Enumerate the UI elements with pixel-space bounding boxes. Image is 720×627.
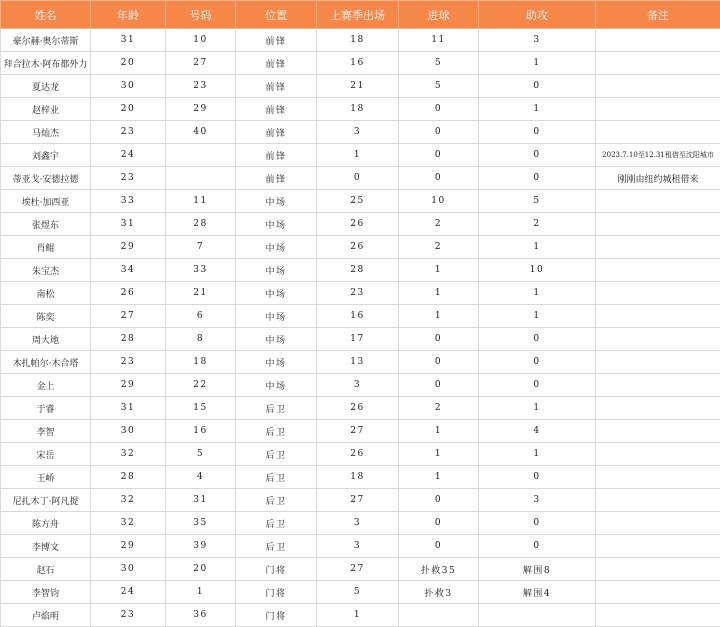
cell-position: 中场 <box>236 328 317 351</box>
cell-appearances: 21 <box>317 75 399 98</box>
cell-age: 29 <box>91 535 166 558</box>
header-goals: 进球 <box>399 1 479 29</box>
table-row <box>1 213 720 236</box>
cell-number: 31 <box>166 489 236 512</box>
cell-age: 32 <box>91 512 166 535</box>
table-row <box>1 190 720 213</box>
cell-age: 33 <box>91 190 166 213</box>
cell-notes <box>596 213 720 236</box>
cell-position: 门将 <box>236 581 317 604</box>
cell-goals: 0 <box>399 535 479 558</box>
cell-notes <box>596 581 720 604</box>
cell-name: 夏达龙 <box>1 75 91 98</box>
cell-goals: 11 <box>399 29 479 52</box>
cell-appearances: 18 <box>317 466 399 489</box>
cell-name: 卢焰明 <box>1 604 91 627</box>
cell-name: 金上 <box>1 374 91 397</box>
table-body <box>1 29 720 627</box>
cell-name: 木扎帕尔·木合塔 <box>1 351 91 374</box>
cell-name: 陈奕 <box>1 305 91 328</box>
cell-number: 11 <box>166 190 236 213</box>
cell-position: 后卫 <box>236 535 317 558</box>
table-row <box>1 558 720 581</box>
cell-position: 中场 <box>236 374 317 397</box>
cell-goals: 1 <box>399 466 479 489</box>
cell-age: 31 <box>91 29 166 52</box>
cell-notes <box>596 466 720 489</box>
cell-number: 21 <box>166 282 236 305</box>
table-row <box>1 259 720 282</box>
cell-name: 陈方舟 <box>1 512 91 535</box>
header-number: 号码 <box>166 1 236 29</box>
cell-appearances: 3 <box>317 535 399 558</box>
cell-appearances: 27 <box>317 489 399 512</box>
cell-name: 刘鑫宇 <box>1 144 91 167</box>
cell-notes <box>596 75 720 98</box>
table-row <box>1 512 720 535</box>
table-row <box>1 535 720 558</box>
table-row <box>1 351 720 374</box>
cell-notes <box>596 282 720 305</box>
cell-age: 29 <box>91 374 166 397</box>
cell-goals: 1 <box>399 282 479 305</box>
cell-goals: 10 <box>399 190 479 213</box>
cell-goals: 5 <box>399 75 479 98</box>
header-row <box>1 1 720 29</box>
table-row <box>1 466 720 489</box>
cell-assists: 0 <box>479 535 596 558</box>
cell-age: 23 <box>91 351 166 374</box>
cell-number <box>166 144 236 167</box>
cell-position: 门将 <box>236 604 317 627</box>
cell-goals: 扑救3 <box>399 581 479 604</box>
cell-assists: 10 <box>479 259 596 282</box>
cell-goals: 1 <box>399 305 479 328</box>
cell-number: 36 <box>166 604 236 627</box>
cell-name: 朱宝杰 <box>1 259 91 282</box>
cell-notes <box>596 52 720 75</box>
cell-age: 34 <box>91 259 166 282</box>
cell-name: 李博文 <box>1 535 91 558</box>
cell-number: 29 <box>166 98 236 121</box>
cell-name: 肖鲲 <box>1 236 91 259</box>
cell-number: 22 <box>166 374 236 397</box>
cell-appearances: 28 <box>317 259 399 282</box>
cell-number: 6 <box>166 305 236 328</box>
cell-number: 16 <box>166 420 236 443</box>
cell-goals: 0 <box>399 98 479 121</box>
table-row <box>1 374 720 397</box>
cell-appearances: 3 <box>317 512 399 535</box>
table-row <box>1 420 720 443</box>
table-row <box>1 489 720 512</box>
cell-assists: 0 <box>479 466 596 489</box>
cell-assists: 0 <box>479 374 596 397</box>
cell-name: 周大地 <box>1 328 91 351</box>
cell-notes <box>596 29 720 52</box>
cell-goals: 0 <box>399 167 479 190</box>
cell-age: 20 <box>91 52 166 75</box>
header-age: 年龄 <box>91 1 166 29</box>
cell-position: 前锋 <box>236 121 317 144</box>
table-row <box>1 397 720 420</box>
cell-number: 10 <box>166 29 236 52</box>
table-row <box>1 98 720 121</box>
header-position: 位置 <box>236 1 317 29</box>
cell-goals: 0 <box>399 512 479 535</box>
cell-number: 1 <box>166 581 236 604</box>
cell-name: 于睿 <box>1 397 91 420</box>
cell-notes <box>596 443 720 466</box>
cell-goals: 0 <box>399 328 479 351</box>
cell-assists: 4 <box>479 420 596 443</box>
cell-name: 埃杜·加西亚 <box>1 190 91 213</box>
cell-appearances: 26 <box>317 236 399 259</box>
cell-position: 后卫 <box>236 443 317 466</box>
cell-notes <box>596 190 720 213</box>
cell-goals <box>399 604 479 627</box>
cell-goals: 2 <box>399 213 479 236</box>
cell-age: 20 <box>91 98 166 121</box>
cell-appearances: 1 <box>317 144 399 167</box>
cell-appearances: 26 <box>317 397 399 420</box>
cell-notes <box>596 351 720 374</box>
cell-position: 前锋 <box>236 52 317 75</box>
cell-position: 中场 <box>236 190 317 213</box>
table-row <box>1 282 720 305</box>
cell-notes <box>596 98 720 121</box>
cell-assists: 0 <box>479 351 596 374</box>
cell-notes <box>596 489 720 512</box>
cell-appearances: 16 <box>317 305 399 328</box>
cell-assists: 解围4 <box>479 581 596 604</box>
cell-assists: 5 <box>479 190 596 213</box>
cell-assists: 1 <box>479 282 596 305</box>
cell-number: 15 <box>166 397 236 420</box>
cell-number: 20 <box>166 558 236 581</box>
cell-notes <box>596 397 720 420</box>
cell-age: 32 <box>91 443 166 466</box>
cell-name: 拜合拉木·阿布都外力 <box>1 52 91 75</box>
cell-assists: 1 <box>479 443 596 466</box>
cell-goals: 5 <box>399 52 479 75</box>
cell-goals: 0 <box>399 351 479 374</box>
cell-assists: 0 <box>479 75 596 98</box>
cell-notes: 2023.7.10至12.31租借至沈阳城市 <box>596 144 720 167</box>
cell-name: 马灿杰 <box>1 121 91 144</box>
cell-number: 4 <box>166 466 236 489</box>
cell-age: 24 <box>91 144 166 167</box>
cell-name: 王峤 <box>1 466 91 489</box>
cell-name: 豪尔赫·奥尔蒂斯 <box>1 29 91 52</box>
table-row <box>1 29 720 52</box>
cell-notes <box>596 604 720 627</box>
cell-assists: 1 <box>479 397 596 420</box>
cell-appearances: 18 <box>317 29 399 52</box>
cell-appearances: 3 <box>317 374 399 397</box>
cell-appearances: 23 <box>317 282 399 305</box>
cell-assists: 1 <box>479 236 596 259</box>
table-row <box>1 581 720 604</box>
cell-appearances: 18 <box>317 98 399 121</box>
cell-assists: 0 <box>479 167 596 190</box>
cell-appearances: 26 <box>317 213 399 236</box>
cell-appearances: 5 <box>317 581 399 604</box>
cell-appearances: 26 <box>317 443 399 466</box>
cell-goals: 0 <box>399 489 479 512</box>
cell-name: 尼扎木丁·阿凡提 <box>1 489 91 512</box>
cell-assists: 3 <box>479 489 596 512</box>
cell-position: 后卫 <box>236 512 317 535</box>
cell-appearances: 25 <box>317 190 399 213</box>
table-row <box>1 144 720 167</box>
cell-age: 23 <box>91 604 166 627</box>
cell-goals: 0 <box>399 121 479 144</box>
table-row <box>1 604 720 627</box>
cell-name: 李智钧 <box>1 581 91 604</box>
cell-appearances: 13 <box>317 351 399 374</box>
cell-assists: 1 <box>479 305 596 328</box>
cell-notes <box>596 236 720 259</box>
cell-assists: 1 <box>479 98 596 121</box>
cell-appearances: 17 <box>317 328 399 351</box>
cell-name: 宋岳 <box>1 443 91 466</box>
cell-assists: 0 <box>479 328 596 351</box>
cell-age: 28 <box>91 466 166 489</box>
cell-notes: 刚刚由纽约城租借来 <box>596 167 720 190</box>
cell-appearances: 1 <box>317 604 399 627</box>
cell-age: 31 <box>91 397 166 420</box>
table-row <box>1 167 720 190</box>
cell-goals: 扑救35 <box>399 558 479 581</box>
cell-assists: 3 <box>479 29 596 52</box>
cell-notes <box>596 305 720 328</box>
cell-assists: 0 <box>479 144 596 167</box>
cell-assists: 0 <box>479 121 596 144</box>
cell-age: 23 <box>91 167 166 190</box>
cell-number: 7 <box>166 236 236 259</box>
header-appearances: 上赛季出场 <box>317 1 399 29</box>
cell-position: 后卫 <box>236 466 317 489</box>
cell-number <box>166 167 236 190</box>
cell-notes <box>596 420 720 443</box>
cell-goals: 2 <box>399 397 479 420</box>
header-name: 姓名 <box>1 1 91 29</box>
cell-goals: 1 <box>399 420 479 443</box>
cell-appearances: 16 <box>317 52 399 75</box>
cell-assists <box>479 604 596 627</box>
cell-position: 前锋 <box>236 144 317 167</box>
cell-position: 中场 <box>236 259 317 282</box>
cell-appearances: 0 <box>317 167 399 190</box>
cell-notes <box>596 558 720 581</box>
cell-position: 中场 <box>236 282 317 305</box>
cell-age: 29 <box>91 236 166 259</box>
cell-age: 28 <box>91 328 166 351</box>
cell-appearances: 27 <box>317 558 399 581</box>
cell-number: 27 <box>166 52 236 75</box>
cell-age: 30 <box>91 420 166 443</box>
cell-goals: 2 <box>399 236 479 259</box>
cell-goals: 1 <box>399 443 479 466</box>
table-row <box>1 305 720 328</box>
cell-number: 5 <box>166 443 236 466</box>
header-notes: 备注 <box>596 1 720 29</box>
table-row <box>1 75 720 98</box>
cell-name: 李智 <box>1 420 91 443</box>
cell-number: 39 <box>166 535 236 558</box>
cell-name: 赵梓业 <box>1 98 91 121</box>
cell-goals: 0 <box>399 374 479 397</box>
cell-position: 中场 <box>236 351 317 374</box>
cell-number: 18 <box>166 351 236 374</box>
table-row <box>1 443 720 466</box>
cell-number: 33 <box>166 259 236 282</box>
cell-name: 南松 <box>1 282 91 305</box>
cell-age: 30 <box>91 558 166 581</box>
cell-age: 24 <box>91 581 166 604</box>
cell-number: 35 <box>166 512 236 535</box>
cell-position: 中场 <box>236 305 317 328</box>
cell-position: 门将 <box>236 558 317 581</box>
cell-age: 27 <box>91 305 166 328</box>
cell-notes <box>596 121 720 144</box>
cell-assists: 2 <box>479 213 596 236</box>
cell-position: 中场 <box>236 213 317 236</box>
cell-number: 28 <box>166 213 236 236</box>
cell-age: 30 <box>91 75 166 98</box>
table-row <box>1 52 720 75</box>
cell-position: 后卫 <box>236 489 317 512</box>
table-row <box>1 328 720 351</box>
cell-goals: 1 <box>399 259 479 282</box>
cell-name: 张煜东 <box>1 213 91 236</box>
table-row <box>1 121 720 144</box>
cell-position: 后卫 <box>236 397 317 420</box>
cell-number: 8 <box>166 328 236 351</box>
cell-appearances: 3 <box>317 121 399 144</box>
cell-assists: 解围8 <box>479 558 596 581</box>
cell-name: 赵石 <box>1 558 91 581</box>
cell-name: 蒂亚戈·安德拉德 <box>1 167 91 190</box>
cell-assists: 0 <box>479 512 596 535</box>
cell-notes <box>596 259 720 282</box>
cell-notes <box>596 374 720 397</box>
cell-position: 前锋 <box>236 98 317 121</box>
cell-position: 前锋 <box>236 75 317 98</box>
cell-position: 中场 <box>236 236 317 259</box>
table-row <box>1 236 720 259</box>
cell-age: 31 <box>91 213 166 236</box>
cell-notes <box>596 535 720 558</box>
cell-position: 后卫 <box>236 420 317 443</box>
cell-notes <box>596 328 720 351</box>
cell-number: 23 <box>166 75 236 98</box>
header-assists: 助攻 <box>479 1 596 29</box>
cell-age: 23 <box>91 121 166 144</box>
cell-position: 前锋 <box>236 29 317 52</box>
cell-goals: 0 <box>399 144 479 167</box>
cell-notes <box>596 512 720 535</box>
cell-number: 40 <box>166 121 236 144</box>
cell-appearances: 27 <box>317 420 399 443</box>
cell-position: 前锋 <box>236 167 317 190</box>
cell-assists: 1 <box>479 52 596 75</box>
cell-age: 32 <box>91 489 166 512</box>
cell-age: 26 <box>91 282 166 305</box>
